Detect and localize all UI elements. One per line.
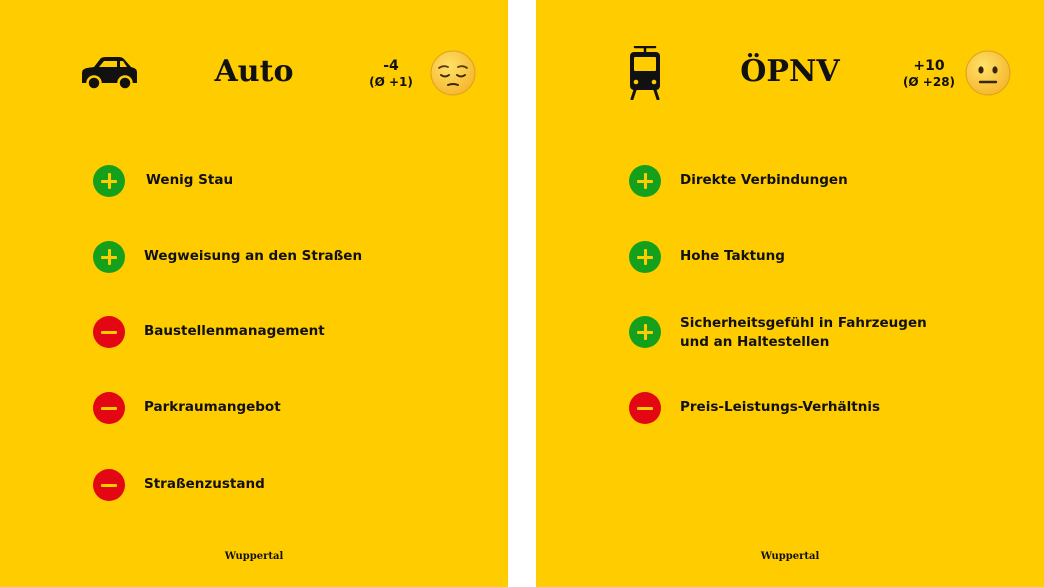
list-item <box>0 388 508 428</box>
panel-title: Auto <box>214 54 294 89</box>
plus-icon <box>93 165 125 197</box>
plus-icon <box>93 241 125 273</box>
item-label: Sicherheitsgefühl in Fahrzeugen und an Haltestellen <box>680 315 927 350</box>
minus-icon <box>93 392 125 424</box>
panel-title: ÖPNV <box>740 54 840 89</box>
footer-city: Wuppertal <box>760 551 820 562</box>
item-label: Parkraumangebot <box>144 399 281 415</box>
item-label: Straßenzustand <box>144 476 265 492</box>
item-label: Hohe Taktung <box>680 248 785 264</box>
score-block <box>884 58 974 90</box>
car-icon <box>79 56 139 90</box>
item-label: Wegweisung an den Straßen <box>144 248 363 264</box>
list-item <box>0 312 508 352</box>
footer-city: Wuppertal <box>224 551 284 562</box>
list-item <box>0 161 508 201</box>
plus-icon <box>629 241 661 273</box>
minus-icon <box>93 469 125 501</box>
score-delta: -4 <box>383 58 399 74</box>
list-item <box>536 388 1044 428</box>
plus-icon <box>629 316 661 348</box>
plus-icon <box>629 165 661 197</box>
item-label: Preis-Leistungs-Verhältnis <box>680 399 880 415</box>
item-label: Baustellenmanagement <box>144 323 325 339</box>
item-label: Direkte Verbindungen <box>680 172 848 188</box>
score-average: (Ø +1) <box>369 75 413 89</box>
score-block <box>346 58 436 90</box>
auto-panel <box>0 0 508 587</box>
score-average: (Ø +28) <box>902 75 956 89</box>
list-item <box>0 237 508 277</box>
list-item <box>536 161 1044 201</box>
minus-icon <box>93 316 125 348</box>
oepnv-panel <box>536 0 1044 587</box>
tram-icon <box>629 46 661 100</box>
item-label: Wenig Stau <box>146 172 234 188</box>
list-item <box>0 465 508 505</box>
neutral-face-emoji <box>965 50 1011 96</box>
list-item <box>536 237 1044 277</box>
score-delta: +10 <box>913 58 945 74</box>
pensive-face-emoji <box>430 50 476 96</box>
minus-icon <box>629 392 661 424</box>
list-item <box>536 312 1044 352</box>
